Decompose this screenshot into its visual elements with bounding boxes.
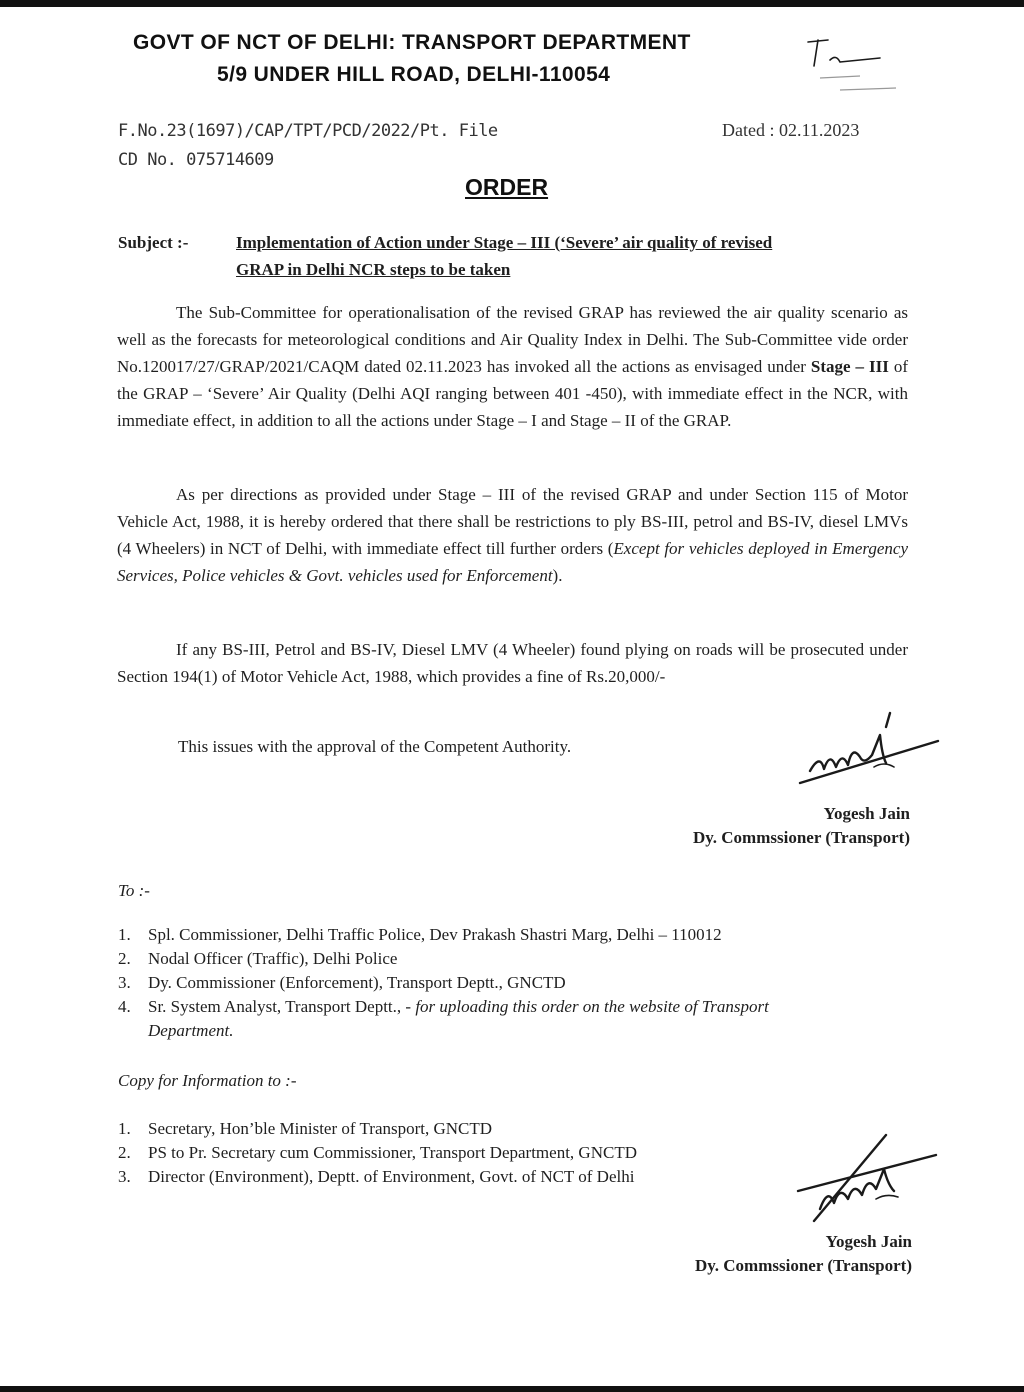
handwritten-signature-1 <box>790 705 940 805</box>
signatory-1-title: Dy. Commssioner (Transport) <box>692 828 910 847</box>
initials-stamp <box>800 30 910 100</box>
paragraph-1-text-b: of the GRAP – ‘Severe’ Air Quality (Delhi AQI ranging between 401 -450), with immediate effect in the NCR, with immediate effect, in addition to all the actions under Stage – I and Stage – II of the GRAP. <box>117 357 908 430</box>
signatory-2-title: Dy. Commssioner (Transport) <box>694 1256 912 1275</box>
list-item-text: Nodal Officer (Traffic), Delhi Police <box>148 949 398 968</box>
list-item-text <box>148 995 769 1019</box>
copy-label: Copy for Information to :- <box>118 1071 297 1090</box>
paragraph-1-text-a: The Sub-Committee for operationalisation of the revised GRAP has reviewed the air quality scenario as well as the forecasts for meteorological conditions and Air Quality Index in Delhi. The Sub-Committee vide order No.120017/27/GRAP/2021/CAQM dated 02.11.2023 has invoked all the actions as envisaged under <box>117 303 908 376</box>
paragraph-1-bold: Stage – III <box>810 357 889 376</box>
list-item-text-italic: for uploading this order on the website of Transport <box>415 997 769 1016</box>
subject-text <box>236 229 908 283</box>
paragraph-2-text-a: As per directions as provided under Stage – III of the revised GRAP and under Section 115 of Motor Vehicle Act, 1988, it is hereby ordered that there shall be restrictions to ply BS-III, petrol and BS-IV, diesel LMVs (4 Wheelers) in NCT of Delhi, with immediate effect till further orders ( <box>117 485 908 558</box>
paragraph-1 <box>117 299 908 434</box>
list-item-text: Director (Environment), Deptt. of Environment, Govt. of NCT of Delhi <box>148 1167 635 1186</box>
list-item-number: 2. <box>118 1143 131 1162</box>
paragraph-3: If any BS-III, Petrol and BS-IV, Diesel LMV (4 Wheeler) found plying on roads will be prosecuted under Section 194(1) of Motor Vehicle Act, 1988, which provides a fine of Rs.20,000/- <box>117 640 908 686</box>
approval-line: This issues with the approval of the Competent Authority. <box>178 737 572 756</box>
signatory-1-name: Yogesh Jain <box>823 804 910 823</box>
file-number: F.No.23(1697)/CAP/TPT/PCD/2022/Pt. File <box>118 121 498 141</box>
date-value: 02.11.2023 <box>778 120 860 140</box>
signatory-2-name: Yogesh Jain <box>825 1232 912 1251</box>
cd-number: CD No. 075714609 <box>118 150 274 170</box>
subject-line1: Implementation of Action under Stage – III (‘Severe’ air quality of revised <box>236 233 773 252</box>
list-item-number: 3. <box>118 1167 131 1186</box>
list-item-text-plain: Sr. System Analyst, Transport Deptt., - <box>148 997 416 1016</box>
list-item-text-italic-cont: Department. <box>148 1021 234 1040</box>
list-item-text: Secretary, Hon’ble Minister of Transport, GNCTD <box>148 1119 493 1138</box>
list-item-number: 4. <box>118 997 131 1016</box>
to-list <box>118 923 918 1053</box>
dept-header-line2: 5/9 UNDER HILL ROAD, DELHI-110054 <box>217 63 611 86</box>
list-item-number: 1. <box>118 1119 131 1138</box>
list-item-number: 3. <box>118 973 131 992</box>
list-item <box>118 947 918 971</box>
paragraph-2-italic: Except for vehicles deployed in Emergency Services, Police vehicles & Govt. vehicles used for Enforcement <box>117 539 908 585</box>
list-item <box>118 971 918 995</box>
list-item-text: Dy. Commissioner (Enforcement), Transport Deptt., GNCTD <box>148 973 566 992</box>
list-item <box>118 923 918 947</box>
list-item-number: 1. <box>118 925 131 944</box>
subject-label: Subject :- <box>118 233 189 252</box>
scan-top-border <box>0 0 1024 7</box>
order-title: ORDER <box>465 174 549 200</box>
list-item-text: Spl. Commissioner, Delhi Traffic Police, Dev Prakash Shastri Marg, Delhi – 110012 <box>148 925 722 944</box>
subject-line2: GRAP in Delhi NCR steps to be taken <box>236 260 511 279</box>
paragraph-2-text-b: ). <box>552 566 563 585</box>
to-label: To :- <box>118 881 150 900</box>
list-item <box>118 995 918 1047</box>
list-item-text: PS to Pr. Secretary cum Commissioner, Transport Department, GNCTD <box>148 1143 637 1162</box>
list-item-number: 2. <box>118 949 131 968</box>
paragraph-2 <box>117 481 908 589</box>
dept-header-line1: GOVT OF NCT OF DELHI: TRANSPORT DEPARTMENT <box>133 31 691 54</box>
handwritten-signature-2 <box>790 1125 940 1235</box>
scan-bottom-border <box>0 1386 1024 1392</box>
date-label: Dated : <box>722 120 775 140</box>
date-line <box>722 120 859 141</box>
